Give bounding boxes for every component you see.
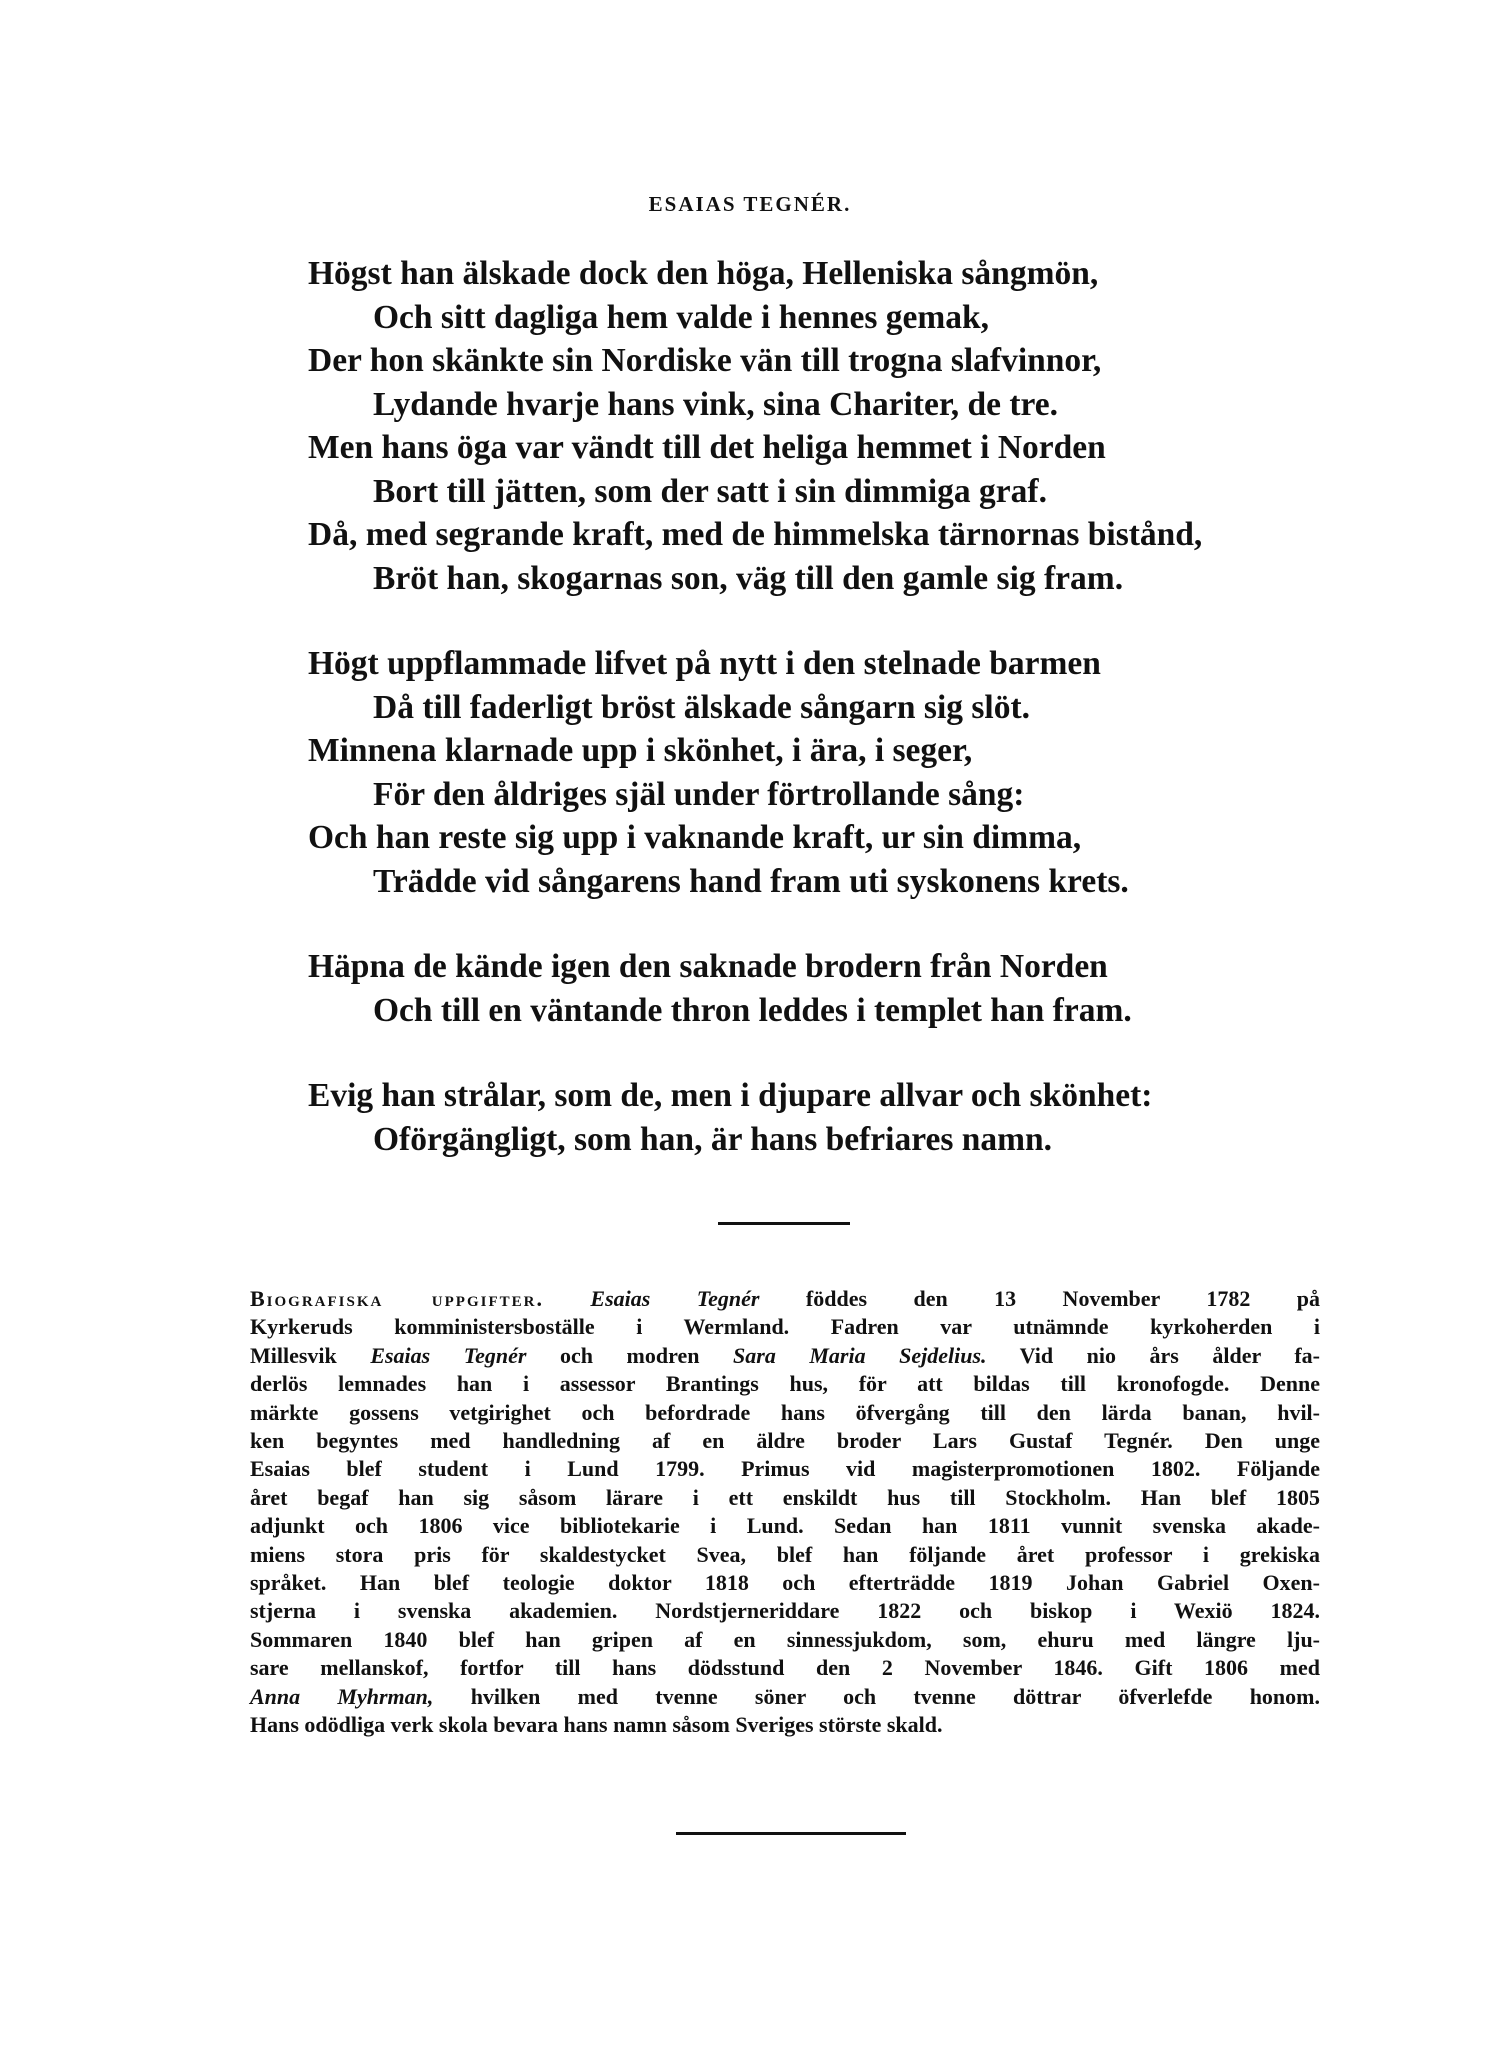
bio-text: derlös lemnades han i assessor Brantings hus, för att bildas till kronofogde. Denne [250, 1371, 1320, 1397]
bio-text: och modren [526, 1342, 734, 1368]
verse-line: Oförgängligt, som han, är hans befriares namn. [373, 1120, 1053, 1158]
verse-line: Der hon skänkte sin Nordiske vän till trogna slafvinnor, [308, 342, 1102, 379]
bio-text: föddes den 13 November 1782 på [759, 1286, 1320, 1311]
bio-line [250, 1541, 1320, 1569]
stanza [308, 945, 1358, 1032]
bio-text: stjerna i svenska akademien. Nordstjerneriddare 1822 och biskop i Wexiö 1824. [250, 1598, 1320, 1624]
bio-text: Kyrkeruds komministersboställe i Wermland. Fadren var utnämnde kyrkoherden i [250, 1314, 1320, 1340]
stanza [308, 252, 1358, 600]
running-head: ESAIAS TEGNÉR. [648, 192, 852, 216]
bio-text: miens stora pris för skaldestycket Svea, blef han följande året professor i grekiska [250, 1541, 1320, 1567]
verse-line: Bröt han, skogarnas son, väg till den gamle sig fram. [373, 559, 1124, 597]
verse-line: Då, med segrande kraft, med de himmelska tärnornas bistånd, [308, 516, 1203, 553]
bio-line [250, 1455, 1320, 1483]
bio-line [250, 1484, 1320, 1512]
bio-line [250, 1569, 1320, 1597]
verse-line: Trädde vid sångarens hand fram uti syskonens krets. [373, 862, 1129, 900]
bio-name: Esaias Tegnér [590, 1286, 760, 1311]
bio-text: Sommaren 1840 blef han gripen af en sinnessjukdom, som, ehuru med längre lju- [250, 1626, 1320, 1652]
verse-line: Lydande hvarje hans vink, sina Chariter, de tre. [373, 385, 1058, 423]
bio-line [250, 1654, 1320, 1682]
bio-text: Millesvik [250, 1342, 371, 1368]
bio-line [250, 1597, 1320, 1625]
stanza [308, 642, 1358, 903]
bio-heading: Biografiska uppgifter. [250, 1286, 544, 1311]
biography-note [250, 1285, 1320, 1740]
verse-line: Evig han strålar, som de, men i djupare allvar och skönhet: [308, 1077, 1153, 1114]
verse-line: Men hans öga var vändt till det heliga hemmet i Norden [308, 429, 1106, 466]
bio-line [250, 1427, 1320, 1455]
bio-line [250, 1285, 1320, 1313]
verse-line: Minnena klarnade upp i skönhet, i ära, i seger, [308, 732, 973, 769]
verse-line: För den åldriges själ under förtrollande sång: [373, 775, 1025, 813]
bio-name: Esaias Tegnér [370, 1342, 527, 1368]
bio-line [250, 1313, 1320, 1341]
verse-line: Och han reste sig upp i vaknande kraft, ur sin dimma, [308, 819, 1082, 856]
bio-text: språket. Han blef teologie doktor 1818 och efterträdde 1819 Johan Gabriel Oxen- [250, 1570, 1320, 1596]
verse-line: Högt uppflammade lifvet på nytt i den stelnade barmen [308, 645, 1101, 682]
bio-name: Anna Myhrman, [250, 1683, 434, 1709]
bio-text: Vid nio års ålder fa- [986, 1342, 1321, 1368]
bio-text: Esaias blef student i Lund 1799. Primus vid magisterpromotionen 1802. Följande [250, 1456, 1320, 1482]
bio-line [250, 1626, 1320, 1654]
bio-text: adjunkt och 1806 vice bibliotekarie i Lund. Sedan han 1811 vunnit svenska akade- [250, 1513, 1320, 1539]
stanza [308, 1074, 1358, 1161]
bio-text: året begaf han sig såsom lärare i ett enskildt hus till Stockholm. Han blef 1805 [250, 1484, 1320, 1510]
end-divider [676, 1832, 906, 1835]
bio-text: hvilken med tvenne söner och tvenne döttrar öfverlefde honom. [433, 1683, 1320, 1709]
verse-line: Högst han älskade dock den höga, Helleniska sångmön, [308, 255, 1099, 292]
section-divider [718, 1222, 850, 1225]
verse-line: Då till faderligt bröst älskade sångarn sig slöt. [373, 688, 1030, 726]
bio-line [250, 1370, 1320, 1398]
bio-line [250, 1683, 1320, 1711]
bio-line [250, 1399, 1320, 1427]
bio-text: Hans odödliga verk skola bevara hans namn såsom Sveriges störste skald. [250, 1712, 943, 1738]
verse-line: Och till en väntande thron leddes i templet han fram. [373, 991, 1132, 1029]
poem [308, 252, 1358, 1203]
bio-line [250, 1711, 1320, 1739]
verse-line: Häpna de kände igen den saknade brodern från Norden [308, 948, 1108, 985]
bio-text: sare mellanskof, fortfor till hans dödsstund den 2 November 1846. Gift 1806 med [250, 1655, 1320, 1681]
verse-line: Och sitt dagliga hem valde i hennes gemak, [373, 298, 990, 336]
verse-line: Bort till jätten, som der satt i sin dimmiga graf. [373, 472, 1047, 510]
bio-text: ken begyntes med handledning af en äldre broder Lars Gustaf Tegnér. Den unge [250, 1428, 1320, 1454]
bio-name: Sara Maria Sejdelius. [733, 1342, 987, 1368]
bio-line [250, 1512, 1320, 1540]
bio-line [250, 1342, 1320, 1370]
bio-text: märkte gossens vetgirighet och befordrade hans öfvergång till den lärda banan, hvil- [250, 1399, 1320, 1425]
